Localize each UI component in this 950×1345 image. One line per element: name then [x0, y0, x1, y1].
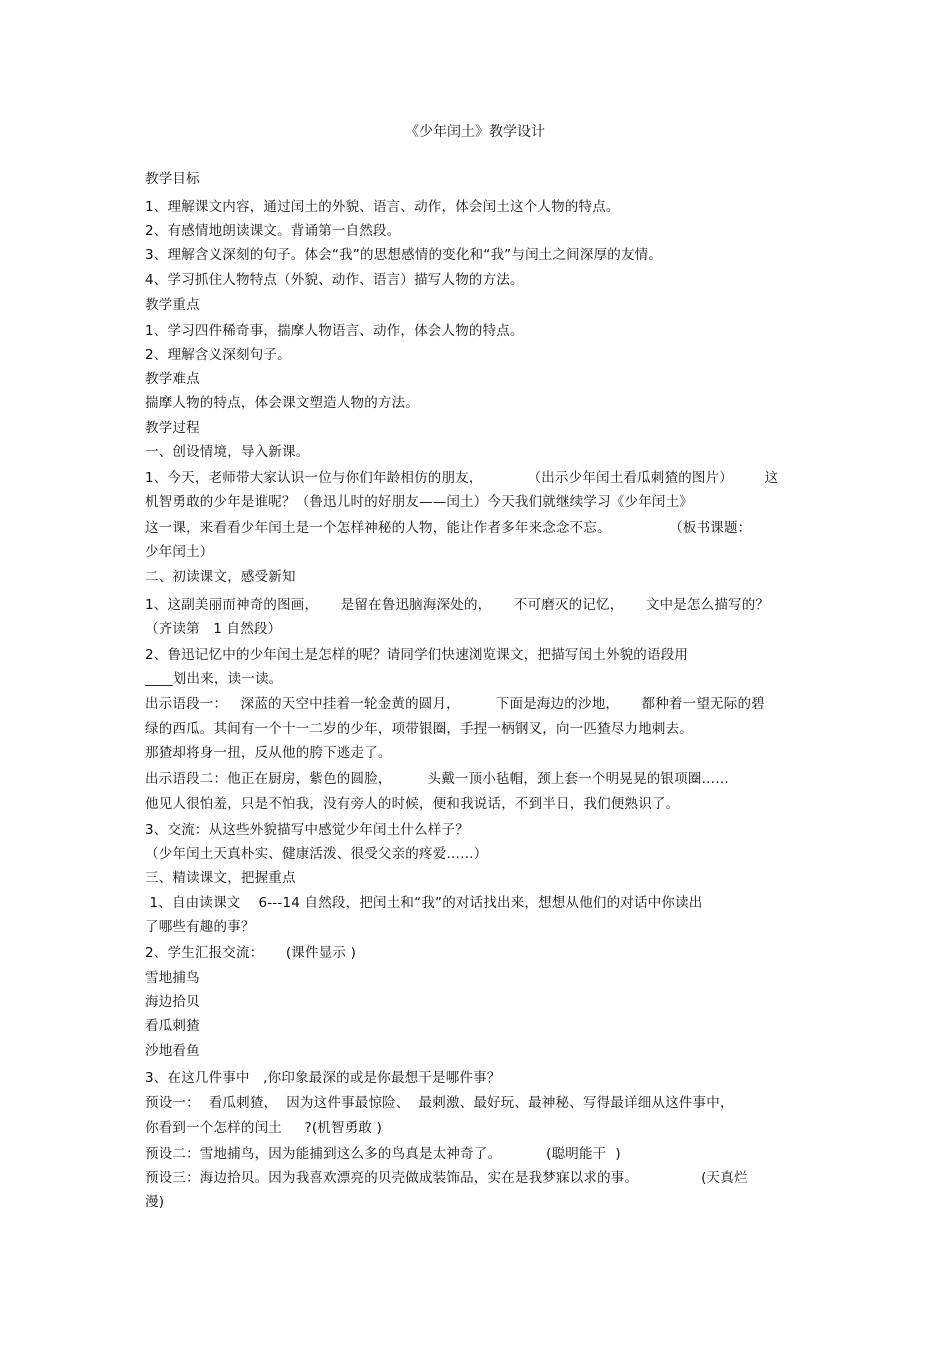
body-line: 教学重点: [145, 297, 200, 313]
body-line: 三、精读课文，把握重点: [145, 870, 296, 886]
body-line: 1、自由读课文 6---14 自然段，把闰土和“我”的对话找出来，想想从他们的对话中你读出: [145, 895, 703, 911]
body-line: 2、有感情地朗读课文。背诵第一自然段。: [145, 223, 401, 239]
body-line: 出示语段一： 深蓝的天空中挂着一轮金黄的圆月， 下面是海边的沙地， 都种着一望无际的碧: [145, 696, 765, 712]
body-line: 漫): [145, 1194, 165, 1210]
body-line: 1、理解课文内容，通过闰土的外貌、语言、动作，体会闰土这个人物的特点。: [145, 199, 620, 215]
body-line: 他见人很怕羞，只是不怕我，没有旁人的时候，便和我说话，不到半日，我们便熟识了。: [145, 796, 680, 812]
body-line: 沙地看鱼: [145, 1043, 200, 1059]
body-line: 预设三：海边拾贝。因为我喜欢漂亮的贝壳做成装饰品，实在是我梦寐以求的事。 (天真烂: [145, 1170, 748, 1186]
body-line: 1、这副美丽而神奇的图画， 是留在鲁迅脑海深处的， 不可磨灭的记忆， 文中是怎么描写的？: [145, 597, 770, 613]
body-line: 出示语段二：他正在厨房，紫色的圆脸， 头戴一顶小毡帽，颈上套一个明晃晃的银项圈……: [145, 771, 729, 787]
body-line: 雪地捕鸟: [145, 970, 200, 986]
body-line: 这一课，来看看少年闰土是一个怎样神秘的人物，能让作者多年来念念不忘。 （板书课题：: [145, 520, 752, 536]
body-line: （少年闰土天真朴实、健康活泼、很受父亲的疼爱……）: [145, 846, 488, 862]
body-line: 1、学习四件稀奇事，揣摩人物语言、动作，体会人物的特点。: [145, 323, 524, 339]
body-line: 你看到一个怎样的闰土 ?(机智勇敢 ): [145, 1120, 383, 1136]
body-line: 3、理解含义深刻的句子。体会“我”的思想感情的变化和“我”与闰土之间深厚的友情。: [145, 247, 663, 263]
body-line: 2、学生汇报交流： (课件显示 ): [145, 945, 357, 961]
body-line: 1、今天，老师带大家认识一位与你们年龄相仿的朋友， （出示少年闰土看瓜刺猹的图片） 这: [145, 470, 779, 486]
body-line: 教学难点: [145, 371, 200, 387]
body-line: 揣摩人物的特点，体会课文塑造人物的方法。: [145, 395, 419, 411]
body-line: 4、学习抓住人物特点（外貌、动作、语言）描写人物的方法。: [145, 272, 524, 288]
body-line: 3、交流：从这些外貌描写中感觉少年闰土什么样子？: [145, 822, 469, 838]
body-line: 一、创设情境，导入新课。: [145, 444, 310, 460]
document-title: 《少年闰土》教学设计: [405, 124, 545, 140]
body-line: （齐读第 1 自然段）: [145, 621, 282, 637]
body-line: 教学目标: [145, 171, 200, 187]
body-line: 二、初读课文，感受新知: [145, 569, 296, 585]
body-line: 绿的西瓜。其间有一个十一二岁的少年，项带银圈，手捏一柄钢叉，向一匹猹尽力地刺去。: [145, 721, 693, 737]
body-line: 2、理解含义深刻句子。: [145, 347, 291, 363]
body-line: 2、鲁迅记忆中的少年闰土是怎样的呢？请同学们快速浏览课文，把描写闰土外貌的语段用: [145, 647, 689, 663]
body-line: 3、在这几件事中 ,你印象最深的或是你最想干是哪件事？: [145, 1070, 501, 1086]
body-line: 看瓜刺猹: [145, 1018, 200, 1034]
body-line: 海边拾贝: [145, 994, 200, 1010]
body-line: 教学过程: [145, 420, 200, 436]
body-line: 少年闰土）: [145, 544, 214, 560]
body-line: ____划出来，读一读。: [145, 671, 283, 687]
body-line: 了哪些有趣的事？: [145, 919, 255, 935]
body-line: 那猹却将身一扭，反从他的胯下逃走了。: [145, 745, 392, 761]
body-line: 机智勇敢的少年是谁呢？（鲁迅儿时的好朋友——闰土）今天我们就继续学习《少年闰土》: [145, 494, 693, 510]
body-line: 预设二：雪地捕鸟，因为能捕到这么多的鸟真是太神奇了。 (聪明能干 ): [145, 1146, 621, 1162]
body-line: 预设一： 看瓜刺猹， 因为这件事最惊险、 最刺激、最好玩、最神秘、写得最详细从这件事中，: [145, 1095, 734, 1111]
